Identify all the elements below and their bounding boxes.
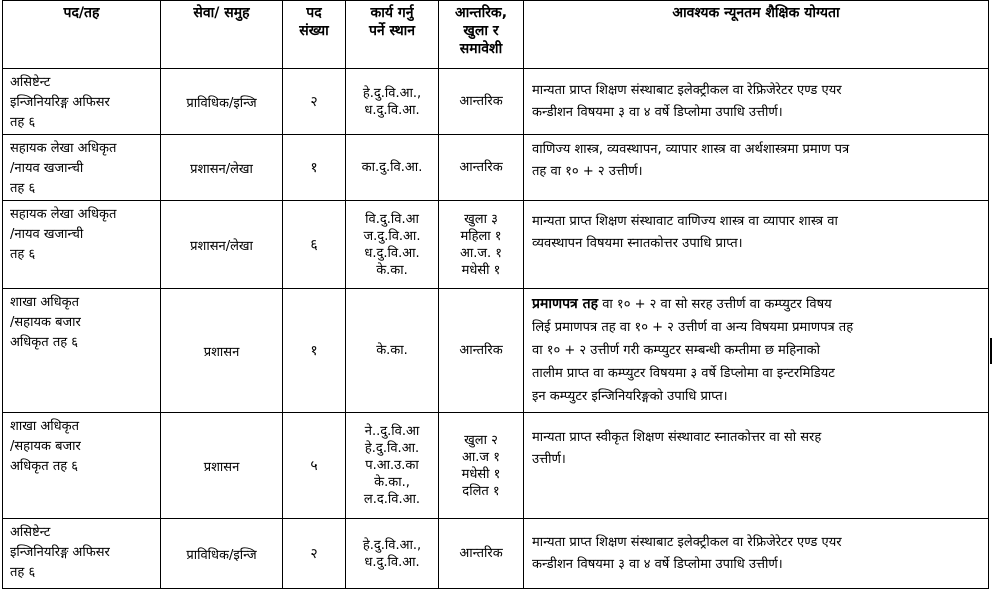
- table-row: [3, 413, 989, 519]
- service-cell: प्रशासन: [161, 289, 283, 413]
- count-cell: २: [283, 69, 346, 135]
- type-cell: आन्तरिक: [439, 289, 524, 413]
- count-cell: १: [283, 289, 346, 413]
- post-cell: सहायक लेखा अधिकृत /नायव खजान्ची तह ६: [3, 201, 161, 289]
- vacancy-table: [2, 0, 989, 589]
- service-cell: प्रशासन/लेखा: [161, 135, 283, 201]
- header-type: आन्तरिक, खुला र समावेशी: [439, 1, 524, 69]
- post-cell: शाखा अधिकृत /सहायक बजार अधिकृत तह ६: [3, 289, 161, 413]
- service-cell: प्राविधिक/इन्जि: [161, 519, 283, 589]
- post-cell: असिष्टेन्ट इन्जिनियरिङ्ग अफिसर तह ६: [3, 519, 161, 589]
- type-cell: आन्तरिक: [439, 519, 524, 589]
- place-cell: ने..दु.वि.आ हे.दु.वि.आ. प.आ.उ.का के.का., ल.द.वि.आ.: [346, 413, 439, 519]
- type-cell: खुला ३ महिला १ आ.ज. १ मधेसी १: [439, 201, 524, 289]
- place-cell: का.दु.वि.आ.: [346, 135, 439, 201]
- service-cell: प्राविधिक/इन्जि: [161, 69, 283, 135]
- table-row: [3, 519, 989, 589]
- service-cell: प्रशासन/लेखा: [161, 201, 283, 289]
- table-row: [3, 201, 989, 289]
- header-place: कार्य गर्नु पर्ने स्थान: [346, 1, 439, 69]
- page-edge-mark: [990, 338, 992, 364]
- qualification-cell: मान्यता प्राप्त शिक्षण संस्थाबाट इलेक्ट्रीकल वा रेफ्रिजेरेटर एण्ड एयर कन्डीशन विषयमा ३ वा ४ वर्षे डिप्लोमा उपाधि उत्तीर्ण।: [524, 519, 989, 589]
- header-row: [3, 1, 989, 69]
- post-cell: शाखा अधिकृत /सहायक बजार अधिकृत तह ६: [3, 413, 161, 519]
- place-cell: के.का.: [346, 289, 439, 413]
- qualification-cell: मान्यता प्राप्त स्वीकृत शिक्षण संस्थावाट स्नातकोत्तर वा सो सरह उत्तीर्ण।: [524, 413, 989, 519]
- service-cell: प्रशासन: [161, 413, 283, 519]
- type-cell: आन्तरिक: [439, 69, 524, 135]
- header-service: सेवा/ समुह: [161, 1, 283, 69]
- qualification-lead: प्रमाणपत्र तह: [532, 296, 599, 312]
- qualification-cell: वाणिज्य शास्त्र, व्यवस्थापन, व्यापार शास्त्र वा अर्थशास्त्रमा प्रमाण पत्र तह वा १० + २ उत्तीर्ण।: [524, 135, 989, 201]
- count-cell: २: [283, 519, 346, 589]
- header-qualification: आवश्यक न्यूनतम शैक्षिक योग्यता: [524, 1, 989, 69]
- count-cell: १: [283, 135, 346, 201]
- type-cell: आन्तरिक: [439, 135, 524, 201]
- place-cell: हे.दु.वि.आ., ध.दु.वि.आ.: [346, 519, 439, 589]
- qualification-cell: मान्यता प्राप्त शिक्षण संस्थावाट वाणिज्य शास्त्र वा व्यापार शास्त्र वा व्यवस्थापन विषयमा स्नातकोत्तर उपाधि प्राप्त।: [524, 201, 989, 289]
- place-cell: हे.दु.वि.आ., ध.दु.वि.आ.: [346, 69, 439, 135]
- header-count: पद संख्या: [283, 1, 346, 69]
- post-cell: सहायक लेखा अधिकृत /नायव खजान्ची तह ६: [3, 135, 161, 201]
- table-row: [3, 289, 989, 413]
- header-post: पद/तह: [3, 1, 161, 69]
- qualification-cell: मान्यता प्राप्त शिक्षण संस्थाबाट इलेक्ट्रीकल वा रेफ्रिजेरेटर एण्ड एयर कन्डीशन विषयमा ३ वा ४ वर्षे डिप्लोमा उपाधि उत्तीर्ण।: [524, 69, 989, 135]
- count-cell: ५: [283, 413, 346, 519]
- place-cell: वि.दु.वि.आ ज.दु.वि.आ. ध.दु.वि.आ. के.का.: [346, 201, 439, 289]
- type-cell: खुला २ आ.ज १ मधेसी १ दलित १: [439, 413, 524, 519]
- qualification-cell: प्रमाणपत्र तह वा १० + २ वा सो सरह उत्तीर्ण वा कम्प्युटर विषय लिई प्रमाणपत्र तह वा १० + २ उत्तीर्ण वा अन्य विषयमा प्रमाणपत्र तह वा १० + २ उत्तीर्ण गरी कम्प्युटर सम्बन्धी कम्तीमा छ महिनाको तालीम प्राप्त वा कम्प्युटर विषयमा ३ वर्षे डिप्लोमा वा इन्टरमिडियट इन कम्प्युटर इन्जिनियरिङ्गको उपाधि प्राप्त।: [524, 289, 989, 413]
- table-row: [3, 135, 989, 201]
- table-row: [3, 69, 989, 135]
- count-cell: ६: [283, 201, 346, 289]
- post-cell: असिष्टेन्ट इन्जिनियरिङ्ग अफिसर तह ६: [3, 69, 161, 135]
